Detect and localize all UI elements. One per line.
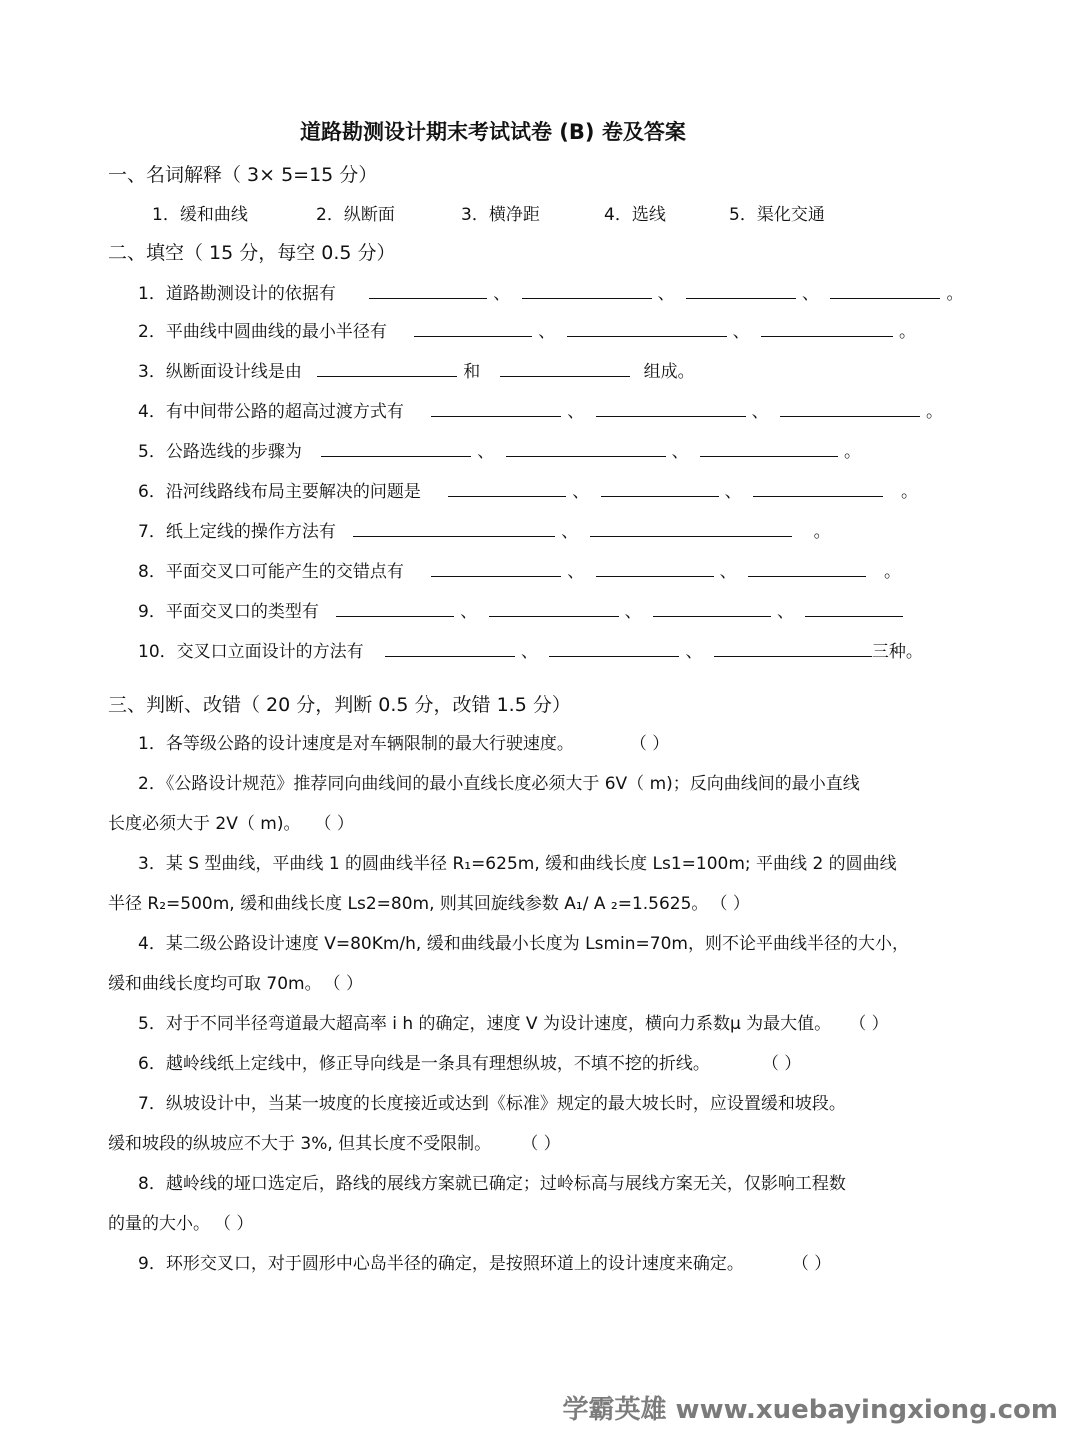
fill-question: 9．平面交叉口的类型有 [138,602,319,622]
fill-question: 5．公路选线的步骤为 [138,442,302,462]
term-4: 4．选线 [604,205,666,225]
answer-paren[interactable]: （ ） [214,1214,254,1234]
fill-separator: 、 [538,322,556,342]
fill-blank[interactable] [780,400,920,417]
fill-separator: 、 [657,284,675,304]
fill-blank[interactable] [321,440,471,457]
fill-separator: 、 [460,602,478,622]
fill-question: 10．交叉口立面设计的方法有 [138,642,364,662]
fill-end: 三种。 [871,642,923,662]
fill-blank[interactable] [596,560,714,577]
fill-separator: 、 [751,402,769,422]
term-2: 2．纵断面 [316,205,395,225]
fill-blank[interactable] [700,440,838,457]
fill-separator: 、 [802,284,820,304]
fill-end: 组成。 [643,362,695,382]
judge-item-5 [138,1012,889,1036]
judge-item-8-line-1: 8．越岭线的垭口选定后，路线的展线方案就已确定；过岭标高与展线方案无关，仅影响工程数 [138,1174,846,1194]
fill-question: 4．有中间带公路的超高过渡方式有 [138,402,404,422]
fill-separator: 、 [724,482,742,502]
fill-item-1 [138,282,963,306]
judge-item-9 [138,1252,831,1276]
fill-separator: 、 [685,642,703,662]
fill-question: 2．平曲线中圆曲线的最小半径有 [138,322,387,342]
fill-end: 。 [844,442,862,462]
fill-end: 。 [813,522,831,542]
fill-blank[interactable] [317,360,457,377]
fill-item-6 [138,480,918,504]
fill-blank[interactable] [506,440,666,457]
fill-blank[interactable] [653,600,771,617]
section-2-heading: 二、填空（ 15 分，每空 0.5 分） [108,242,396,264]
fill-item-5 [138,440,861,464]
fill-item-8 [138,560,901,584]
judge-item-6 [138,1052,801,1076]
answer-paren[interactable]: （ ） [629,734,670,754]
fill-blank[interactable] [336,600,454,617]
fill-blank[interactable] [431,400,561,417]
fill-item-4 [138,400,943,424]
fill-blank[interactable] [761,320,893,337]
fill-question: 3．纵断面设计线是由 [138,362,302,382]
fill-separator: 、 [572,482,590,502]
fill-item-7 [138,520,831,544]
judge-text: 1．各等级公路的设计速度是对车辆限制的最大行驶速度。 [138,734,574,754]
fill-separator: 、 [732,322,750,342]
judge-text: 缓和曲线长度均可取 70m。 [108,974,322,994]
fill-separator: 、 [777,602,795,622]
answer-paren[interactable]: （ ） [791,1254,832,1274]
fill-end: 。 [901,482,919,502]
fill-blank[interactable] [385,640,515,657]
judge-item-3-line-1: 3．某 S 型曲线，平曲线 1 的圆曲线半径 R₁=625m, 缓和曲线长度 Ls1=100m; 平曲线 2 的圆曲线 [138,854,897,874]
fill-blank[interactable] [353,520,555,537]
fill-separator: 、 [719,562,737,582]
fill-separator: 、 [567,562,585,582]
fill-blank[interactable] [748,560,866,577]
fill-question: 8．平面交叉口可能产生的交错点有 [138,562,404,582]
fill-separator: 、 [567,402,585,422]
fill-item-9 [138,600,909,624]
fill-item-2 [138,320,916,344]
answer-paren[interactable]: （ ） [314,814,354,834]
fill-question: 1．道路勘测设计的依据有 [138,284,336,304]
judge-text: 长度必须大于 2V（ m)。 [108,814,301,834]
fill-blank[interactable] [714,640,872,657]
fill-item-3 [138,360,695,384]
watermark: 学霸英雄 www.xuebayingxiong.com [562,1395,1058,1425]
section-3-heading: 三、判断、改错（ 20 分，判断 0.5 分，改错 1.5 分） [108,694,571,716]
fill-blank[interactable] [500,360,630,377]
judge-text: 半径 R₂=500m, 缓和曲线长度 Ls2=80m, 则其回旋线参数 A₁/ A ₂=1.5625。 [108,894,709,914]
fill-separator: 和 [463,362,481,382]
fill-separator: 、 [521,642,539,662]
term-5: 5．渠化交通 [729,205,825,225]
judge-item-7-line-1: 7．纵坡设计中，当某一坡度的长度接近或达到《标准》规定的最大坡长时，应设置缓和坡段。 [138,1094,846,1114]
fill-blank[interactable] [753,480,883,497]
answer-paren[interactable]: （ ） [761,1054,802,1074]
judge-item-4-line-1: 4．某二级公路设计速度 V=80Km/h, 缓和曲线最小长度为 Lsmin=70m，则不论平曲线半径的大小， [138,934,909,954]
fill-blank[interactable] [549,640,679,657]
answer-paren[interactable]: （ ） [710,894,750,914]
judge-item-4-line-2 [108,972,363,996]
fill-separator: 、 [561,522,579,542]
answer-paren[interactable]: （ ） [323,974,364,994]
judge-item-2-line-1: 2．《公路设计规范》推荐同向曲线间的最小直线长度必须大于 6V（ m)；反向曲线间的最小直线 [138,774,860,794]
fill-blank[interactable] [431,560,561,577]
judge-text: 缓和坡段的纵坡应不大于 3%, 但其长度不受限制。 [108,1134,492,1154]
section-1-heading: 一、名词解释（ 3× 5=15 分） [108,164,378,186]
judge-text: 6．越岭线纸上定线中，修正导向线是一条具有理想纵坡，不填不挖的折线。 [138,1054,710,1074]
term-3: 3．横净距 [461,205,540,225]
fill-blank[interactable] [830,282,940,299]
fill-blank[interactable] [596,400,746,417]
answer-paren[interactable]: （ ） [521,1134,561,1154]
fill-end: 。 [926,402,944,422]
fill-end: 。 [899,322,917,342]
judge-text: 5．对于不同半径弯道最大超高率 i h 的确定，速度 V 为设计速度，横向力系数μ 为最大值。 [138,1014,832,1034]
judge-item-1 [138,732,669,756]
term-1: 1．缓和曲线 [152,205,248,225]
fill-blank[interactable] [686,282,796,299]
fill-blank[interactable] [590,520,792,537]
fill-blank[interactable] [805,600,903,617]
fill-end: 。 [884,562,902,582]
fill-separator: 、 [671,442,689,462]
fill-blank[interactable] [448,480,566,497]
fill-separator: 、 [477,442,495,462]
judge-text: 9．环形交叉口，对于圆形中心岛半径的确定，是按照环道上的设计速度来确定。 [138,1254,744,1274]
judge-text: 的量的大小。 [108,1214,210,1234]
fill-end: 。 [946,284,964,304]
judge-item-2-line-2 [108,812,354,836]
fill-question: 6．沿河线路线布局主要解决的问题是 [138,482,421,502]
judge-item-7-line-2 [108,1132,561,1156]
fill-separator: 、 [493,284,511,304]
judge-item-8-line-2 [108,1212,253,1236]
fill-blank[interactable] [369,282,487,299]
fill-blank[interactable] [601,480,719,497]
page-title: 道路勘测设计期末考试试卷 (B) 卷及答案 [300,120,686,144]
answer-paren[interactable]: （ ） [849,1014,889,1034]
fill-separator: 、 [624,602,642,622]
judge-item-3-line-2 [108,892,750,916]
fill-blank[interactable] [489,600,619,617]
fill-question: 7．纸上定线的操作方法有 [138,522,336,542]
fill-blank[interactable] [414,320,532,337]
fill-blank[interactable] [567,320,727,337]
fill-blank[interactable] [522,282,652,299]
fill-item-10 [138,640,923,664]
